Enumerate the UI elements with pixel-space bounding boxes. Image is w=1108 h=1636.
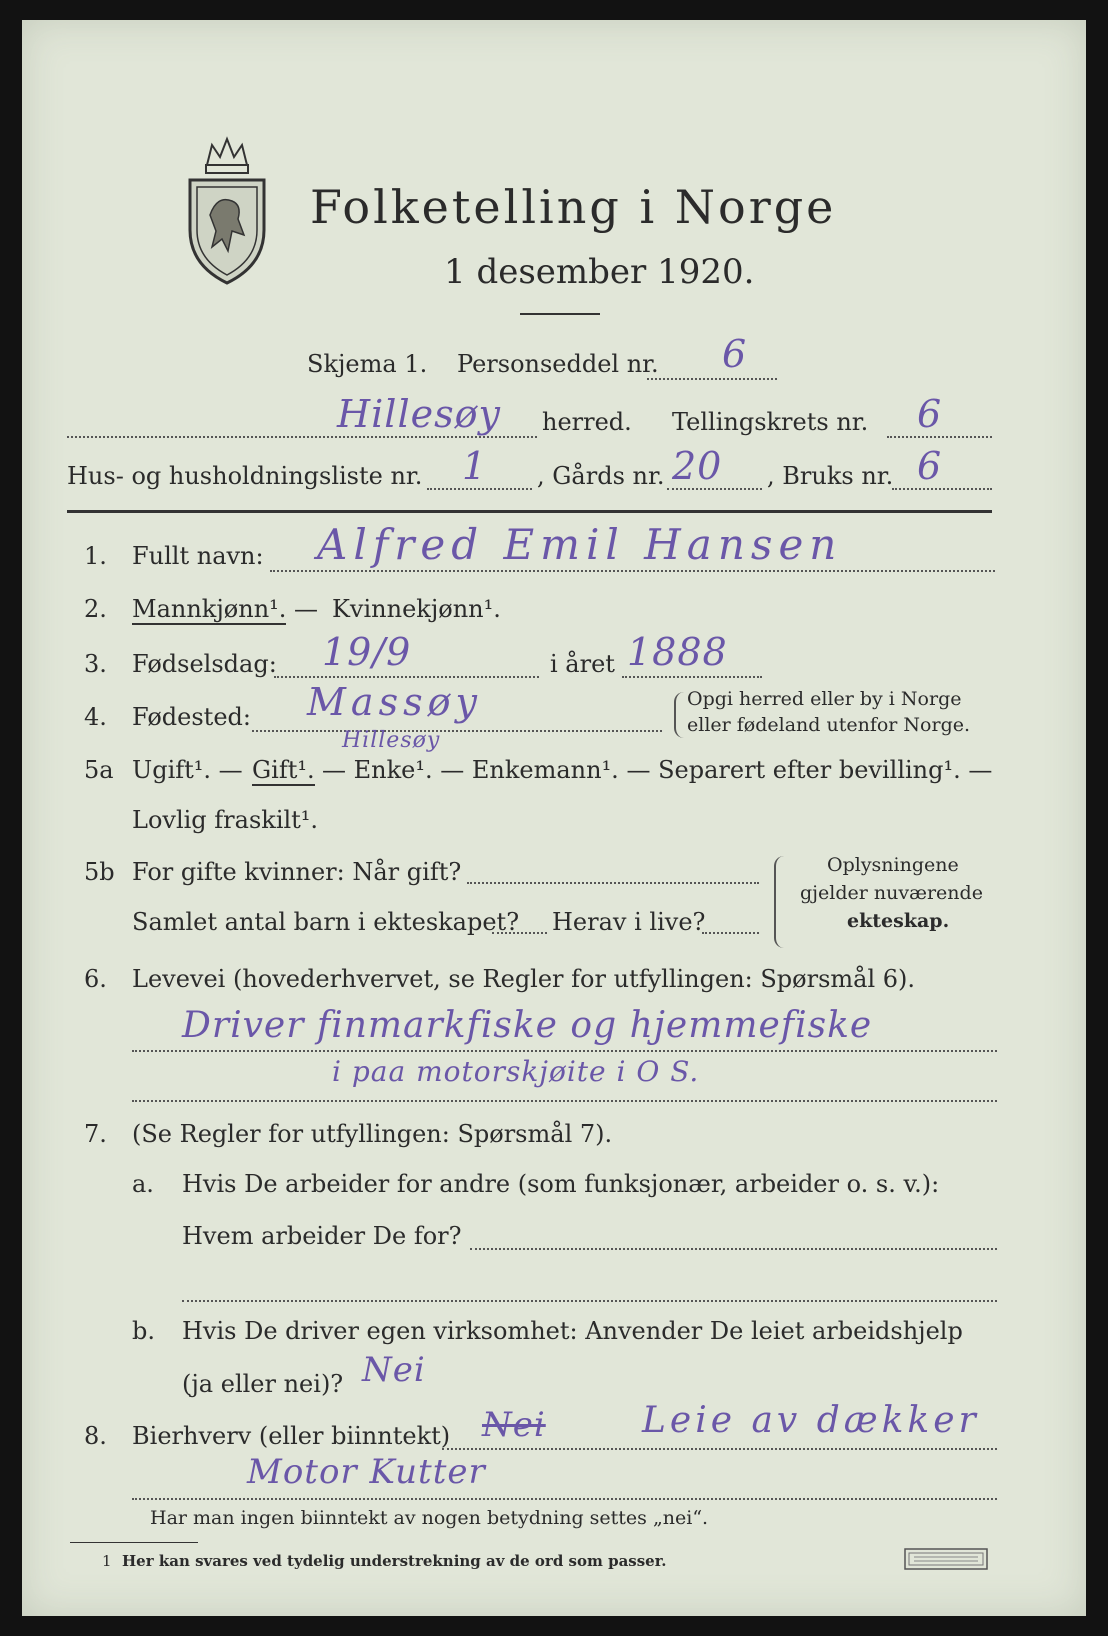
form-date: 1 desember 1920. <box>444 252 755 292</box>
q1-label: Fullt navn: <box>132 542 264 570</box>
title-divider <box>520 313 600 315</box>
q5a-fraskilt-option: Lovlig fraskilt¹. <box>132 806 319 834</box>
q4-birthplace-subvalue: Hillesøy <box>342 728 441 753</box>
q8-value-line1: Leie av dækker <box>642 1400 980 1441</box>
gards-value: 20 <box>672 444 723 488</box>
bruks-value: 6 <box>917 444 943 488</box>
bruks-field-line <box>892 488 992 490</box>
q8-field-line2 <box>132 1498 997 1500</box>
footnote-rule <box>70 1542 198 1543</box>
q5a-other-options: — Enke¹. — Enkemann¹. — Separert efter bevilling¹. — <box>322 756 993 784</box>
q6-field-line2 <box>132 1100 997 1102</box>
q3-label: Fødselsdag: <box>132 650 277 678</box>
tellingskrets-field-line <box>887 436 992 438</box>
q6-field-line1 <box>132 1050 997 1052</box>
q5b-children-field-line <box>492 932 547 934</box>
q4-birthplace-value: Massøy <box>307 680 482 724</box>
q2-separator: — <box>294 595 318 623</box>
q1-number: 1. <box>84 542 107 570</box>
q3-year-label: i året <box>550 650 615 678</box>
q4-note-bracket <box>674 692 684 738</box>
herred-label: herred. <box>542 408 632 436</box>
hus-field-line <box>427 488 532 490</box>
personseddel-field-line <box>647 378 777 380</box>
skjema-label: Skjema 1. <box>307 350 428 378</box>
footnote-mark: 1 <box>102 1552 112 1570</box>
printer-stamp-icon <box>904 1548 988 1570</box>
q2-male-option: Mannkjønn¹. <box>132 595 287 623</box>
q5a-number: 5a <box>84 756 114 784</box>
hus-value: 1 <box>462 444 488 488</box>
q8-field-line1 <box>442 1448 997 1450</box>
personseddel-value: 6 <box>722 332 748 376</box>
hus-label: Hus- og husholdningsliste nr. <box>67 462 423 490</box>
q3-number: 3. <box>84 650 107 678</box>
q5a-ugift-option: Ugift¹. — <box>132 756 243 784</box>
coat-of-arms-icon <box>182 135 272 285</box>
q4-field-line <box>252 730 662 732</box>
q8-note: Har man ingen biinntekt av nogen betydning settes „nei“. <box>150 1507 709 1529</box>
q5b-alive-field-line <box>702 932 759 934</box>
q1-field-line <box>270 570 995 572</box>
q1-full-name-value: Alfred Emil Hansen <box>317 520 843 569</box>
gards-field-line <box>667 488 762 490</box>
q6-label: Levevei (hovederhvervet, se Regler for utfyllingen: Spørsmål 6). <box>132 965 916 993</box>
q7a-field-line2 <box>182 1300 997 1302</box>
q7b-line2: (ja eller nei)? <box>182 1370 344 1398</box>
q5b-line1: For gifte kvinner: Når gift? <box>132 858 462 886</box>
q4-note-line1: Opgi herred eller by i Norge <box>687 688 962 710</box>
q7a-field-line1 <box>470 1248 997 1250</box>
q5b-married-field-line <box>467 882 759 884</box>
q5b-note-bracket <box>774 856 784 948</box>
census-form-page <box>22 20 1086 1616</box>
q3-year-field-line <box>622 676 762 678</box>
herred-value: Hillesøy <box>337 392 501 436</box>
q7-number: 7. <box>84 1120 107 1148</box>
tellingskrets-label: Tellingskrets nr. <box>672 408 869 436</box>
q5b-note-line3: ekteskap. <box>847 910 950 932</box>
gards-label: , Gårds nr. <box>537 462 665 490</box>
q4-label: Fødested: <box>132 703 251 731</box>
q3-field-line <box>274 676 539 678</box>
q3-year-value: 1888 <box>627 630 728 674</box>
q5b-children-label: Samlet antal barn i ekteskapet? <box>132 908 520 936</box>
footnote-text: Her kan svares ved tydelig understrekning av de ord som passer. <box>122 1552 667 1570</box>
q7b-line1: Hvis De driver egen virksomhet: Anvender De leiet arbeidshjelp <box>182 1317 963 1345</box>
q8-label: Bierhverv (eller biinntekt) <box>132 1422 451 1450</box>
q7a-line1: Hvis De arbeider for andre (som funksjonær, arbeider o. s. v.): <box>182 1170 940 1198</box>
header-rule <box>67 510 992 513</box>
q7b-value: Nei <box>362 1350 426 1390</box>
tellingskrets-value: 6 <box>917 392 943 436</box>
q7b-letter: b. <box>132 1317 155 1345</box>
q5b-note-line1: Oplysningene <box>827 854 959 876</box>
form-title: Folketelling i Norge <box>310 180 837 234</box>
q7a-line2: Hvem arbeider De for? <box>182 1222 462 1250</box>
q2-female-option: Kvinnekjønn¹. <box>332 595 501 623</box>
q5b-number: 5b <box>84 858 115 886</box>
q6-number: 6. <box>84 965 107 993</box>
q8-number: 8. <box>84 1422 107 1450</box>
q7a-letter: a. <box>132 1170 154 1198</box>
q6-value-line1: Driver finmarkfiske og hjemmefiske <box>182 1005 873 1046</box>
q2-number: 2. <box>84 595 107 623</box>
q8-value-line2: Motor Kutter <box>247 1452 486 1492</box>
herred-field-line <box>67 436 537 438</box>
q5a-gift-option: Gift¹. <box>252 756 315 784</box>
q5b-note-line2: gjelder nuværende <box>800 882 983 904</box>
q7-label: (Se Regler for utfyllingen: Spørsmål 7). <box>132 1120 613 1148</box>
q4-number: 4. <box>84 703 107 731</box>
q4-note-line2: eller fødeland utenfor Norge. <box>687 714 971 736</box>
q8-struck-value: Nei <box>482 1405 546 1445</box>
personseddel-label: Personseddel nr. <box>457 350 659 378</box>
q3-birthday-value: 19/9 <box>322 630 412 674</box>
q6-value-line2: i paa motorskjøite i O S. <box>332 1055 700 1088</box>
q5b-alive-label: Herav i live? <box>552 908 706 936</box>
bruks-label: , Bruks nr. <box>767 462 894 490</box>
